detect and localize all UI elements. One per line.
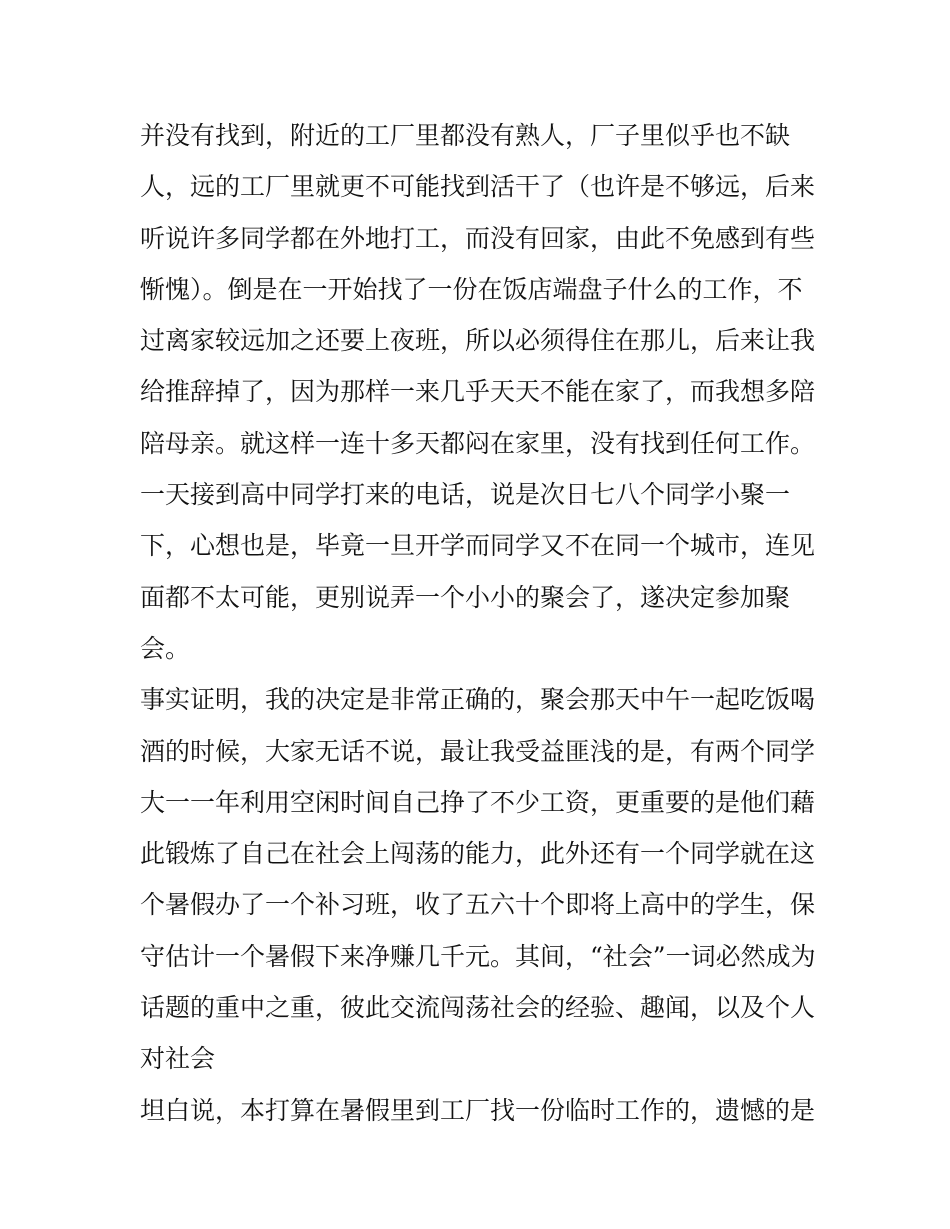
paragraph-2 (140, 674, 820, 1084)
text-line: 酒的时候，大家无话不说，最让我受益匪浅的是，有两个同学 (140, 736, 816, 766)
document-body (140, 110, 820, 1136)
text-line: 此锻炼了自己在社会上闯荡的能力，此外还有一个同学就在这 (140, 839, 816, 869)
text-line: 听说许多同学都在外地打工，而没有回家，由此不免感到有些 (140, 223, 816, 253)
text-line: 守估计一个暑假下来净赚几千元。其间，“社会”一词必然成为 (140, 941, 816, 971)
text-line: 话题的重中之重，彼此交流闯荡社会的经验、趣闻，以及个人 (140, 993, 816, 1023)
text-line: 陪母亲。就这样一连十多天都闷在家里，没有找到任何工作。 (140, 428, 816, 458)
text-line: 人，远的工厂里就更不可能找到活干了（也许是不够远，后来 (140, 172, 816, 202)
text-line: 大一一年利用空闲时间自己挣了不少工资，更重要的是他们藉 (140, 787, 816, 817)
text-line: 过离家较远加之还要上夜班，所以必须得住在那儿，后来让我 (140, 326, 816, 356)
text-line: 个暑假办了一个补习班，收了五六十个即将上高中的学生，保 (140, 890, 816, 920)
paragraph-3 (140, 1085, 820, 1136)
text-line: 并没有找到，附近的工厂里都没有熟人，厂子里似乎也不缺 (140, 121, 791, 150)
text-line: 一天接到高中同学打来的电话，说是次日七八个同学小聚一 (140, 480, 791, 510)
text-line: 坦白说，本打算在暑假里到工厂找一份临时工作的，遗憾的是 (140, 1095, 816, 1125)
text-line: 下，心想也是，毕竟一旦开学而同学又不在同一个城市，连见 (140, 531, 816, 561)
text-line: 惭愧）。倒是在一开始找了一份在饭店端盘子什么的工作，不 (140, 274, 803, 304)
text-line: 给推辞掉了，因为那样一来几乎天天不能在家了，而我想多陪 (140, 377, 816, 407)
text-line: 面都不太可能，更别说弄一个小小的聚会了，遂决定参加聚 (140, 582, 791, 612)
text-line: 会。 (140, 633, 191, 663)
text-line: 事实证明，我的决定是非常正确的，聚会那天中午一起吃饭喝 (140, 685, 816, 715)
text-line: 对社会 (140, 1044, 216, 1074)
paragraph-1 (140, 110, 820, 674)
